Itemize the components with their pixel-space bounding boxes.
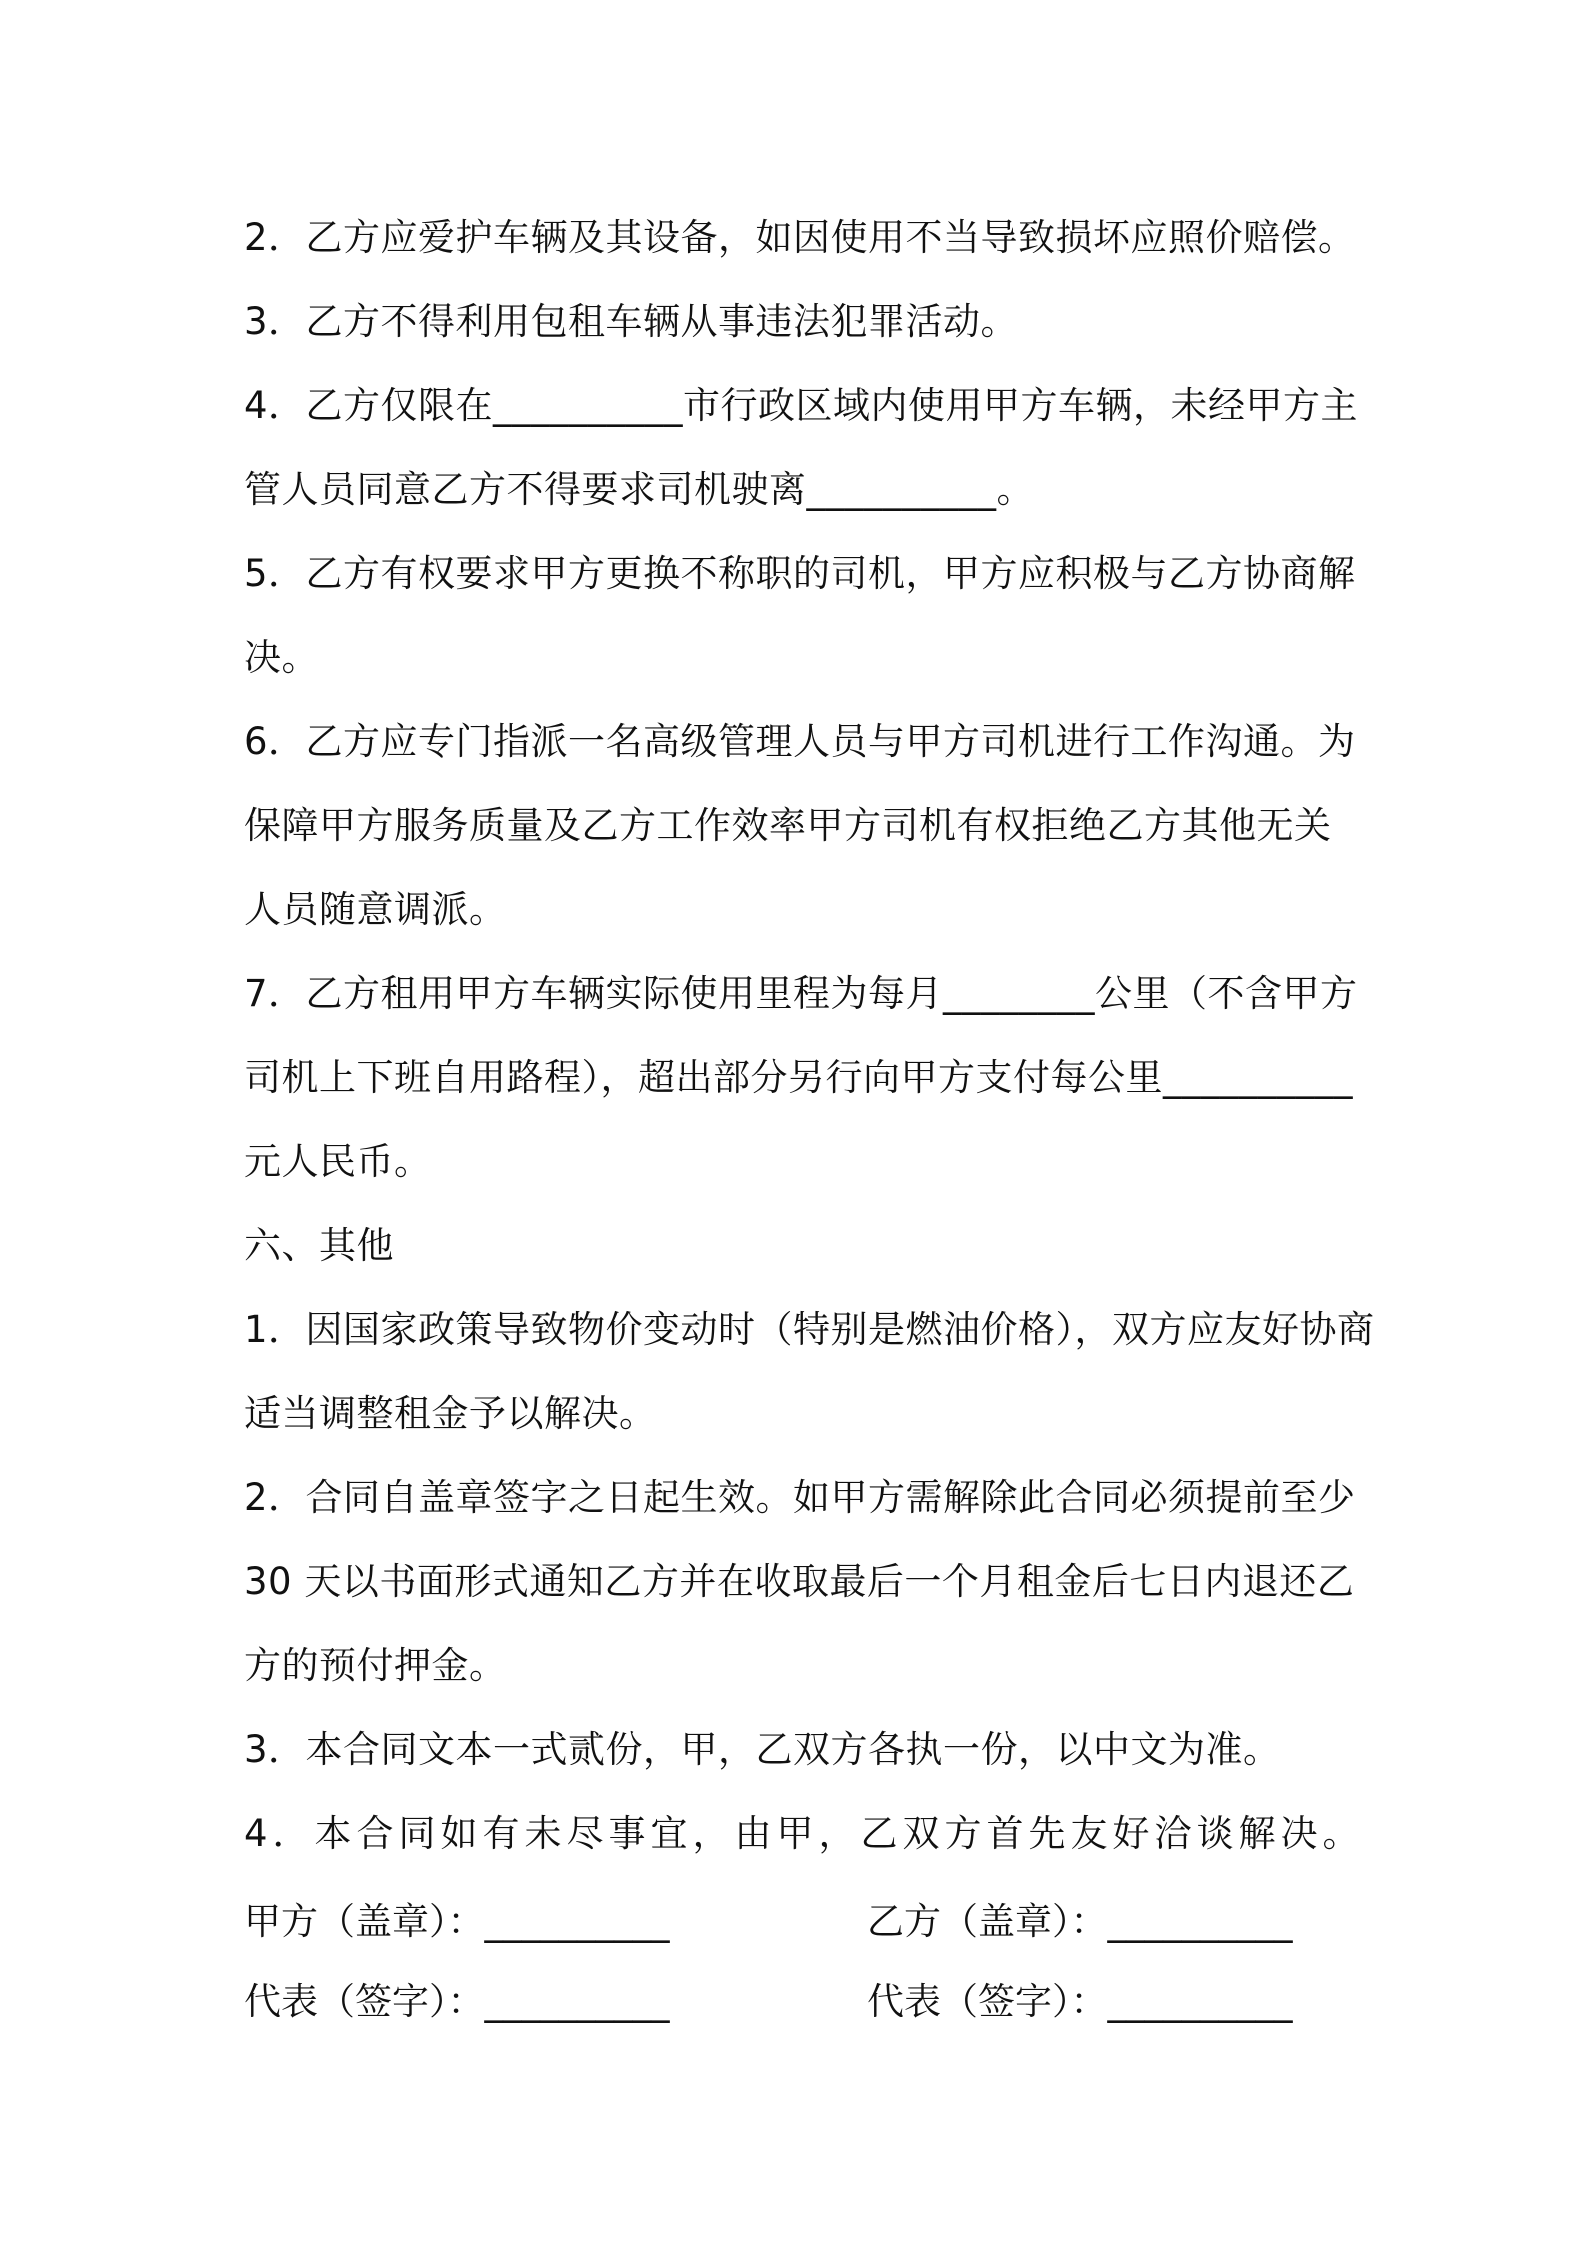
- clause-6-2-line-1: 2．合同自盖章签字之日起生效。如甲方需解除此合同必须提前至少: [244, 1476, 1356, 1519]
- clause-5-5-line-1: 5．乙方有权要求甲方更换不称职的司机，甲方应积极与乙方协商解: [244, 552, 1356, 595]
- clause-6-3: 3．本合同文本一式贰份，甲，乙双方各执一份，以中文为准。: [244, 1728, 1281, 1771]
- clause-6-4: 4．本合同如有未尽事宜，由甲，乙双方首先友好洽谈解决。: [244, 1812, 1365, 1855]
- contract-body: [244, 196, 1375, 2042]
- clause-6-1-line-2: 适当调整租金予以解决。: [244, 1392, 657, 1435]
- clause-5-7-line-1: 7．乙方租用甲方车辆实际使用里程为每月________公里（不含甲方: [244, 972, 1358, 1015]
- section-heading-other: 六、其他: [244, 1224, 394, 1267]
- clause-6-2-line-3: 方的预付押金。: [244, 1644, 507, 1687]
- clause-5-6-line-1: 6．乙方应专门指派一名高级管理人员与甲方司机进行工作沟通。为: [244, 720, 1356, 763]
- party-b-representative-field: 代表（签字）：__________: [867, 1980, 1293, 2023]
- clause-5-7-line-3: 元人民币。: [244, 1140, 432, 1183]
- party-a-seal-field: 甲方（盖章）：__________: [244, 1900, 670, 1943]
- clause-6-1-line-1: 1．因国家政策导致物价变动时（特别是燃油价格），双方应友好协商: [244, 1308, 1375, 1351]
- clause-5-2: 2．乙方应爱护车辆及其设备，如因使用不当导致损坏应照价赔偿。: [244, 216, 1356, 259]
- clause-5-6-line-3: 人员随意调派。: [244, 888, 507, 931]
- clause-5-4-line-2: 管人员同意乙方不得要求司机驶离__________。: [244, 468, 1034, 511]
- representative-row: [244, 1962, 1356, 2042]
- seal-row: [244, 1882, 1356, 1962]
- clause-6-2-line-2: 30 天以书面形式通知乙方并在收取最后一个月租金后七日内退还乙: [244, 1560, 1355, 1603]
- party-a-representative-field: 代表（签字）：__________: [244, 1980, 670, 2023]
- clause-5-7-line-2: 司机上下班自用路程），超出部分另行向甲方支付每公里__________: [244, 1056, 1353, 1099]
- clause-5-5-line-2: 决。: [244, 636, 319, 679]
- clause-5-4-line-1: 4．乙方仅限在__________市行政区域内使用甲方车辆，未经甲方主: [244, 384, 1359, 427]
- party-b-seal-field: 乙方（盖章）：__________: [867, 1900, 1293, 1943]
- clause-5-6-line-2: 保障甲方服务质量及乙方工作效率甲方司机有权拒绝乙方其他无关: [244, 804, 1332, 847]
- clause-5-3: 3．乙方不得利用包租车辆从事违法犯罪活动。: [244, 300, 1019, 343]
